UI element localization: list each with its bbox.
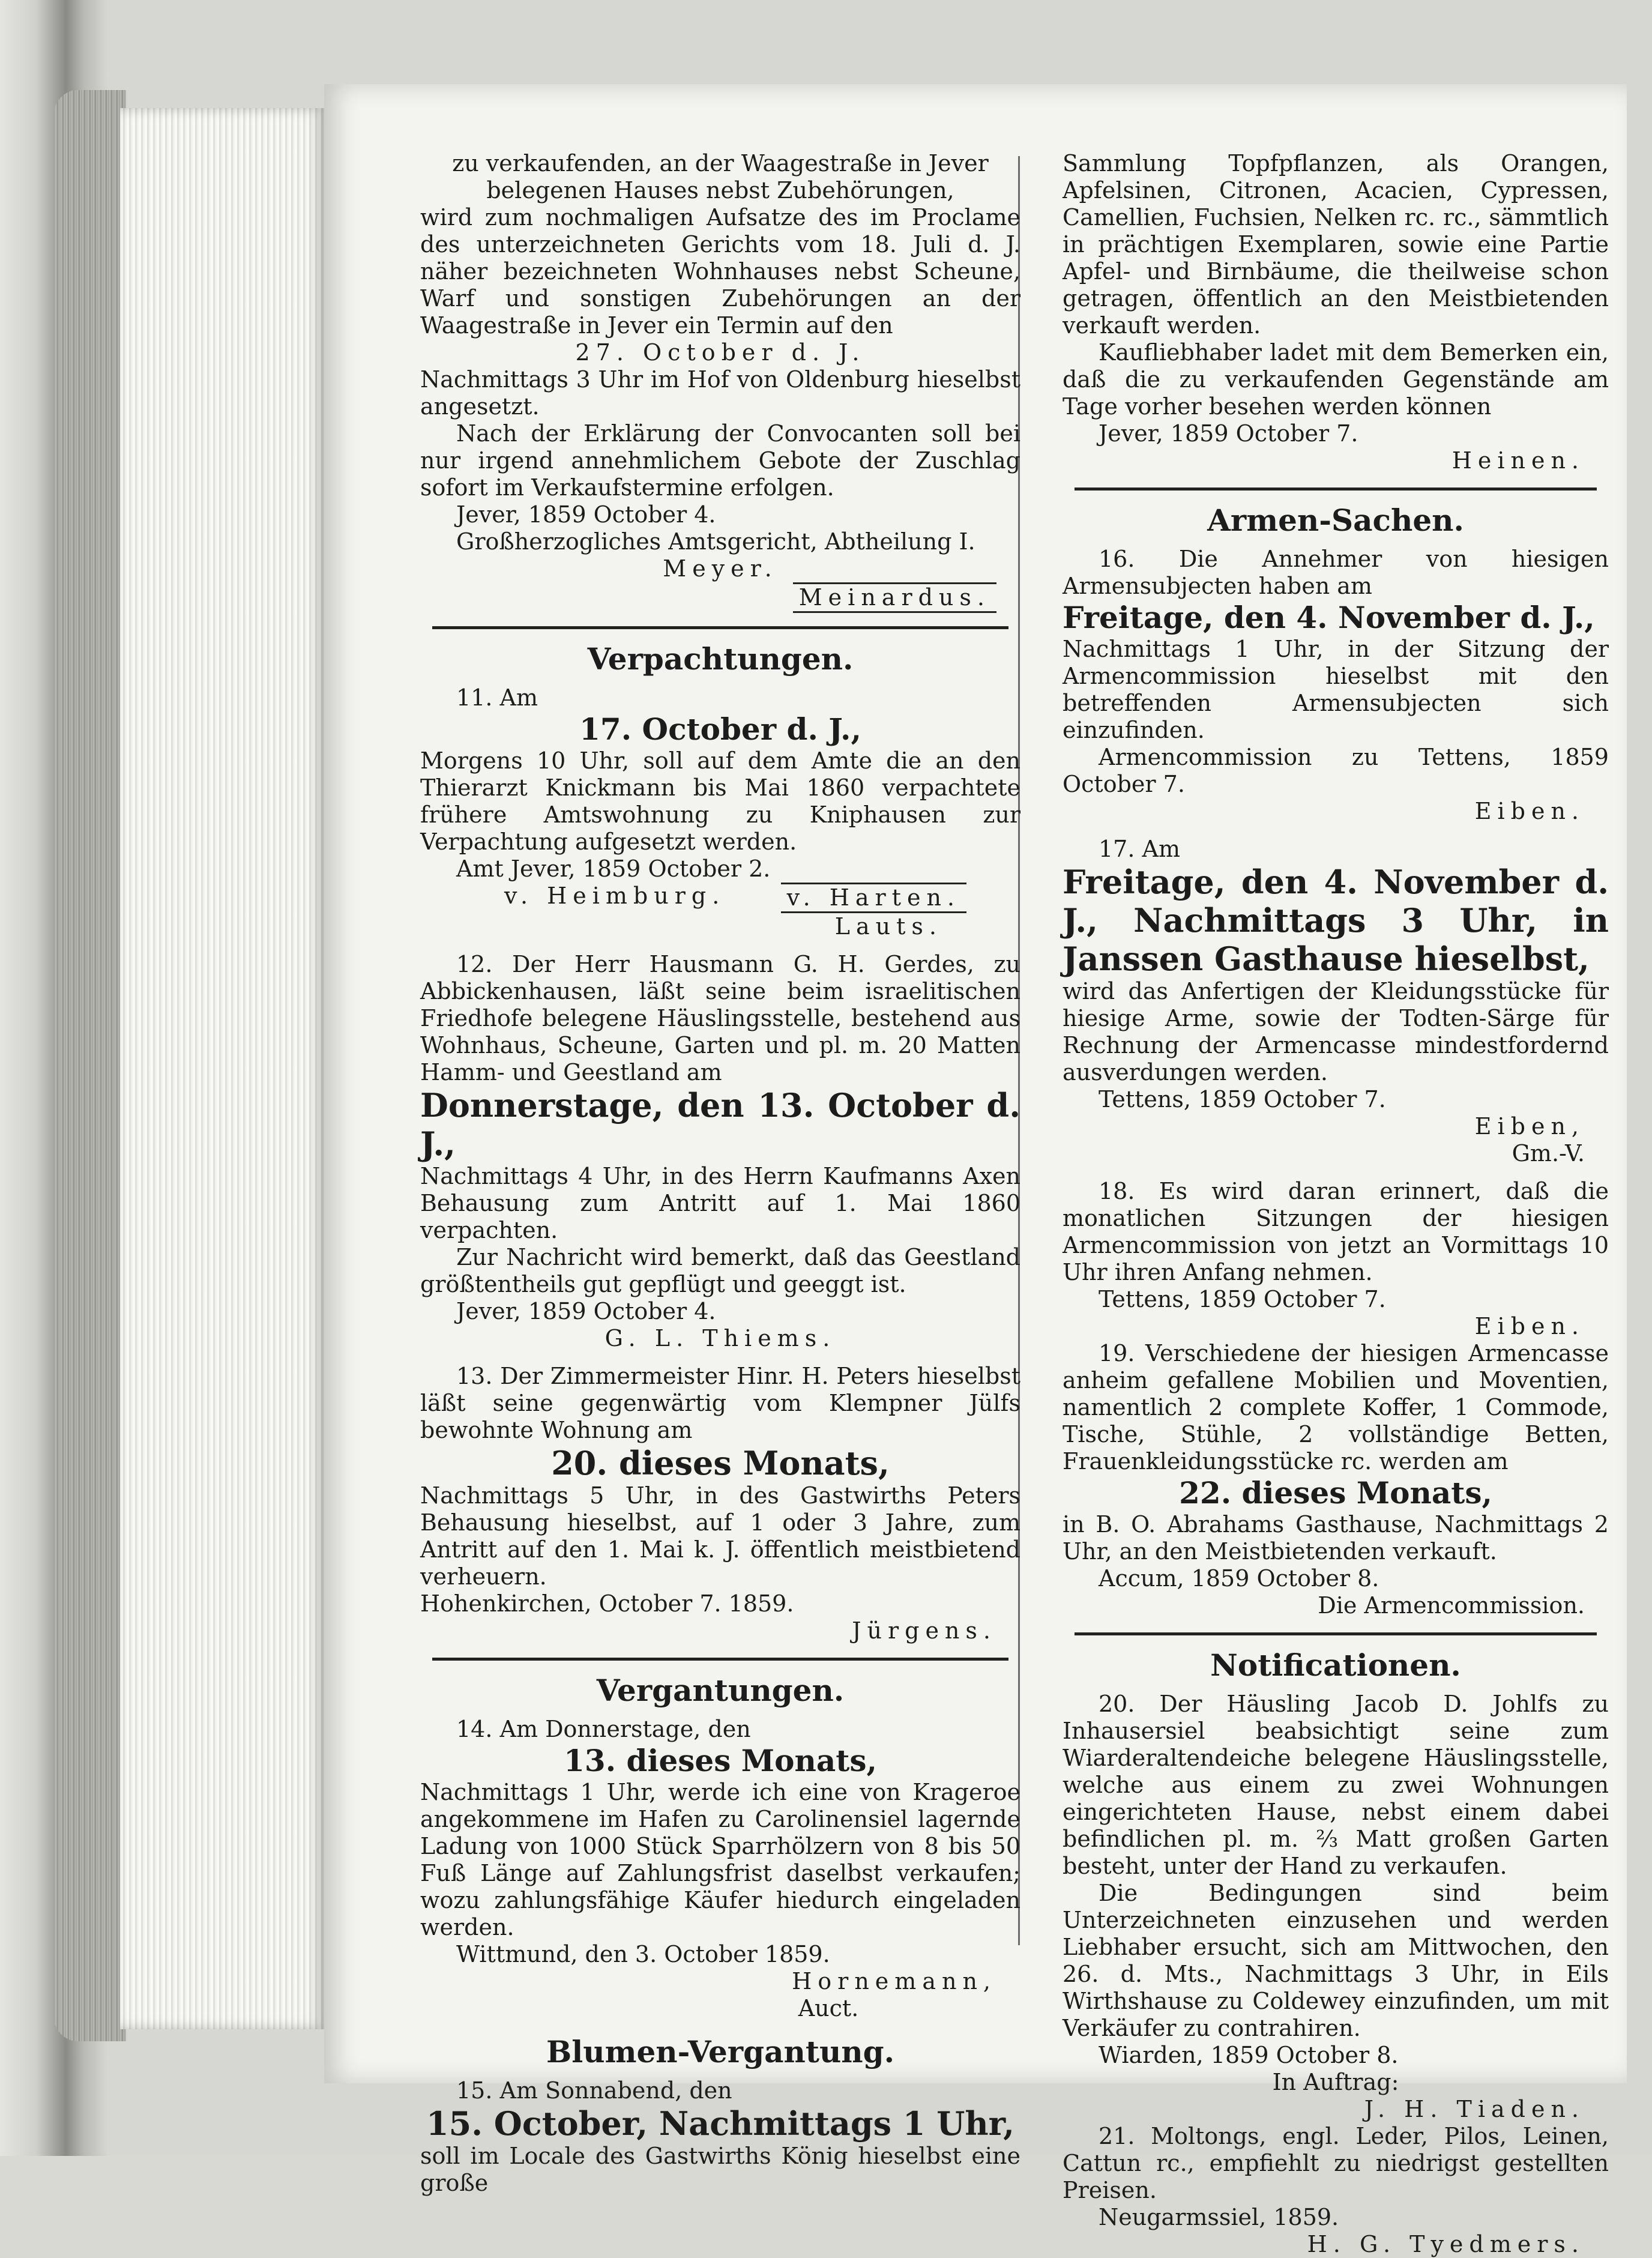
item-20-signature-1: In Auftrag: [1272, 2069, 1399, 2095]
top-court: Großherzogliches Amtsgericht, Abtheilung I. [456, 528, 975, 555]
item-13-body-2: Nachmittags 5 Uhr, in des Gastwirths Peters Behausung hieselbst, auf 1 oder 3 Jahre, zum Antritt auf den 1. Mai k. J. öffentlich meistbietend verheuern. [420, 1482, 1020, 1590]
book-spine-edge [54, 90, 126, 2041]
item-20-body-2: Die Bedingungen sind beim Unterzeichneten einzusehen und werden Liebhaber ersucht, sich am Mittwochen, den 26. d. Mts., Nachmittags 3 Uhr, in Eils Wirthshause zu Coldewey einzufinden, um mit Verkäufer zu contrahiren. [1063, 1880, 1609, 2041]
item-16-body-2: Nachmittags 1 Uhr, in der Sitzung der Armencommission hieselbst mit den betreffenden Armensubjecten sich einzufinden. [1063, 636, 1609, 743]
item-14-body: Nachmittags 1 Uhr, werde ich eine von Krageroe angekommene im Hafen zu Carolinensiel lagernde Ladung von 1000 Stück Sparrhölzern von 8 bis 50 Fuß Länge auf Zahlungsfrist daselbst verkaufen; wozu zahlungsfähige Käufer hiedurch eingeladen werden. [420, 1779, 1020, 1940]
right-column [1063, 150, 1609, 2258]
item-15-date: 15. October, Nachmittags 1 Uhr, [426, 2104, 1014, 2143]
item-11-body: Morgens 10 Uhr, soll auf dem Amte die an den Thierarzt Knickmann bis Mai 1860 verpachtete frühere Amtswohnung zu Kniphausen zur Verpachtung aufgesetzt werden. [420, 747, 1020, 855]
top-body: wird zum nochmaligen Aufsatze des im Proclame des unterzeichneten Gerichts vom 18. Juli d. J. näher bezeichneten Wohnhauses nebst Scheune, Warf und sonstigen Zubehörungen an der Waagestraße in Jever ein Termin auf den [420, 204, 1020, 339]
item-18-place: Tettens, 1859 October 7. [1099, 1286, 1386, 1312]
item-18-body: 18. Es wird daran erinnert, daß die monatlichen Sitzungen der hiesigen Armencommission von jetzt an Vormittags 10 Uhr ihren Anfang nehmen. [1063, 1178, 1609, 1285]
item-21-signature: H. G. Tyedmers. [1307, 2231, 1585, 2257]
item-11-place: Amt Jever, 1859 October 2. [456, 856, 771, 882]
item-17-place: Tettens, 1859 October 7. [1099, 1086, 1386, 1112]
item-17-signature-2: Gm.-V. [1512, 1140, 1585, 1167]
item-13-signature: Jürgens. [852, 1617, 996, 1644]
item-11-signature-1: v. Heimburg. [504, 883, 726, 909]
top-item-line-2: belegenen Hauses nebst Zubehörungen, [486, 177, 954, 204]
section-rule [432, 1658, 1008, 1661]
item-12-body-3: Zur Nachricht wird bemerkt, daß das Geestland größtentheils gut gepflügt und geeggt ist. [420, 1244, 1020, 1297]
item-16-place: Armencommission zu Tettens, 1859 October 7. [1063, 744, 1609, 797]
page-stack [120, 108, 324, 2029]
section-rule [432, 626, 1008, 629]
top-date: 27. October d. J. [575, 339, 866, 366]
newspaper-page [324, 84, 1627, 2257]
item-21-place: Neugarmssiel, 1859. [1099, 2204, 1339, 2230]
item-21-body: 21. Moltongs, engl. Leder, Pilos, Leinen, Cattun rc., empfiehlt zu niedrigst gestellten Preisen. [1063, 2123, 1609, 2203]
item-13-place: Hohenkirchen, October 7. 1859. [420, 1590, 794, 1617]
item-19-signature: Die Armencommission. [1318, 1592, 1585, 1619]
section-heading-verpachtungen: Verpachtungen. [587, 641, 854, 677]
item-16-body: 16. Die Annehmer von hiesigen Armensubjecten haben am [1063, 546, 1609, 599]
item-14-signature-2: Auct. [798, 1995, 859, 2021]
item-16-signature: Eiben. [1474, 798, 1585, 824]
item-11-signature-3: Lauts. [834, 913, 942, 940]
item-17-date: Freitage, den 4. November d. J., Nachmittags 3 Uhr, in Janssen Gasthause hieselbst, [1063, 863, 1609, 978]
continued-place: Jever, 1859 October 7. [1099, 420, 1358, 447]
top-body-2: Nachmittags 3 Uhr im Hof von Oldenburg hieselbst angesetzt. [420, 366, 1020, 420]
item-14-date: 13. dieses Monats, [564, 1743, 877, 1778]
top-signature-1: Meyer. [663, 555, 778, 582]
item-19-date: 22. dieses Monats, [1179, 1475, 1492, 1511]
item-17-signature: Eiben, [1474, 1113, 1585, 1140]
item-12-signature: G. L. Thiems. [604, 1325, 836, 1351]
top-place: Jever, 1859 October 4. [456, 501, 716, 528]
item-13-body: 13. Der Zimmermeister Hinr. H. Peters hieselbst läßt seine gegenwärtig vom Klempner Jülfs bewohnte Wohnung am [420, 1363, 1020, 1443]
item-11-signature-2: v. Harten. [781, 883, 966, 913]
section-heading-notificationen: Notificationen. [1210, 1647, 1461, 1683]
item-19-body: 19. Verschiedene der hiesigen Armencasse anheim gefallene Mobilien und Moventien, namentlich 2 complete Koffer, 1 Commode, Tische, Stühle, 2 vollständige Betten, Frauenkleidungsstücke rc. werden am [1063, 1340, 1609, 1475]
item-18-signature: Eiben. [1474, 1313, 1585, 1339]
item-11-date: 17. October d. J., [579, 711, 861, 747]
item-15-lead: 15. Am Sonnabend, den [456, 2077, 732, 2104]
item-12-body-2: Nachmittags 4 Uhr, in des Herrn Kaufmanns Axen Behausung zum Antritt auf 1. Mai 1860 verpachten. [420, 1163, 1020, 1243]
item-12-body: 12. Der Herr Hausmann G. H. Gerdes, zu Abbickenhausen, läßt seine beim israelitischen Friedhofe belegene Häuslingsstelle, bestehend aus Wohnhaus, Scheune, Garten und pl. m. 20 Matten Hamm- und Geestland am [420, 951, 1020, 1085]
item-14-signature: Hornemann, [792, 1968, 996, 1994]
item-20-place: Wiarden, 1859 October 8. [1099, 2042, 1399, 2068]
item-11-lead: 11. Am [456, 684, 538, 711]
item-14-place: Wittmund, den 3. October 1859. [456, 1941, 830, 1967]
section-heading-blumen-vergantung: Blumen-Vergantung. [546, 2034, 895, 2069]
item-15-body: soll im Locale des Gastwirths König hieselbst eine große [420, 2143, 1020, 2196]
item-11-signatures [420, 883, 1020, 913]
item-20-body: 20. Der Häusling Jacob D. Johlfs zu Inhausersiel beabsichtigt seine zum Wiarderaltendeiche belegene Häuslingsstelle, welche aus einem zu zwei Wohnungen eingerichteten Hause, nebst einem dabei befindlichen pl. m. ⅔ Matt großen Garten besteht, unter der Hand zu verkaufen. [1063, 1691, 1609, 1879]
item-16-date: Freitage, den 4. November d. J., [1063, 600, 1595, 635]
item-13-date: 20. dieses Monats, [551, 1444, 890, 1482]
top-body-3: Nach der Erklärung der Convocanten soll bei nur irgend annehmlichem Gebote der Zuschlag sofort im Verkaufstermine erfolgen. [420, 420, 1020, 501]
top-signature-2-wrap [420, 582, 1020, 613]
item-14-lead: 14. Am Donnerstage, den [456, 1716, 751, 1742]
item-17-body: wird das Anfertigen der Kleidungsstücke für hiesige Arme, sowie der Todten-Särge für Rechnung der Armencasse mindestfordernd ausverdungen werden. [1063, 978, 1609, 1085]
top-item-line-1: zu verkaufenden, an der Waagestraße in Jever [452, 150, 989, 177]
item-12-place: Jever, 1859 October 4. [456, 1298, 716, 1324]
continued-body: Sammlung Topfpflanzen, als Orangen, Apfelsinen, Citronen, Acacien, Cypressen, Camellien, Fuchsien, Nelken rc. rc., sämmtlich in prächtigen Exemplaren, sowie eine Partie Apfel- und Birnbäume, die theilweise schon getragen, öffentlich an den Meistbietenden verkauft werden. [1063, 150, 1609, 339]
item-20-signature-2: J. H. Tiaden. [1364, 2096, 1585, 2122]
section-rule [1075, 488, 1597, 491]
left-column [420, 150, 1020, 2197]
section-rule [1075, 1632, 1597, 1635]
item-19-body-2: in B. O. Abrahams Gasthause, Nachmittags 2 Uhr, an den Meistbietenden verkauft. [1063, 1511, 1609, 1565]
top-signature-2: Meinardus. [793, 582, 996, 613]
item-19-place: Accum, 1859 October 8. [1099, 1565, 1379, 1592]
continued-signature: Heinen. [1452, 447, 1585, 474]
continued-body-2: Kaufliebhaber ladet mit dem Bemerken ein, daß die zu verkaufenden Gegenstände am Tage vorher besehen werden können [1063, 339, 1609, 420]
section-heading-armen-sachen: Armen-Sachen. [1207, 503, 1464, 538]
item-12-date: Donnerstage, den 13. October d. J., [420, 1086, 1020, 1163]
item-17-lead: 17. Am [1099, 836, 1180, 862]
section-heading-vergantungen: Vergantungen. [596, 1673, 845, 1708]
